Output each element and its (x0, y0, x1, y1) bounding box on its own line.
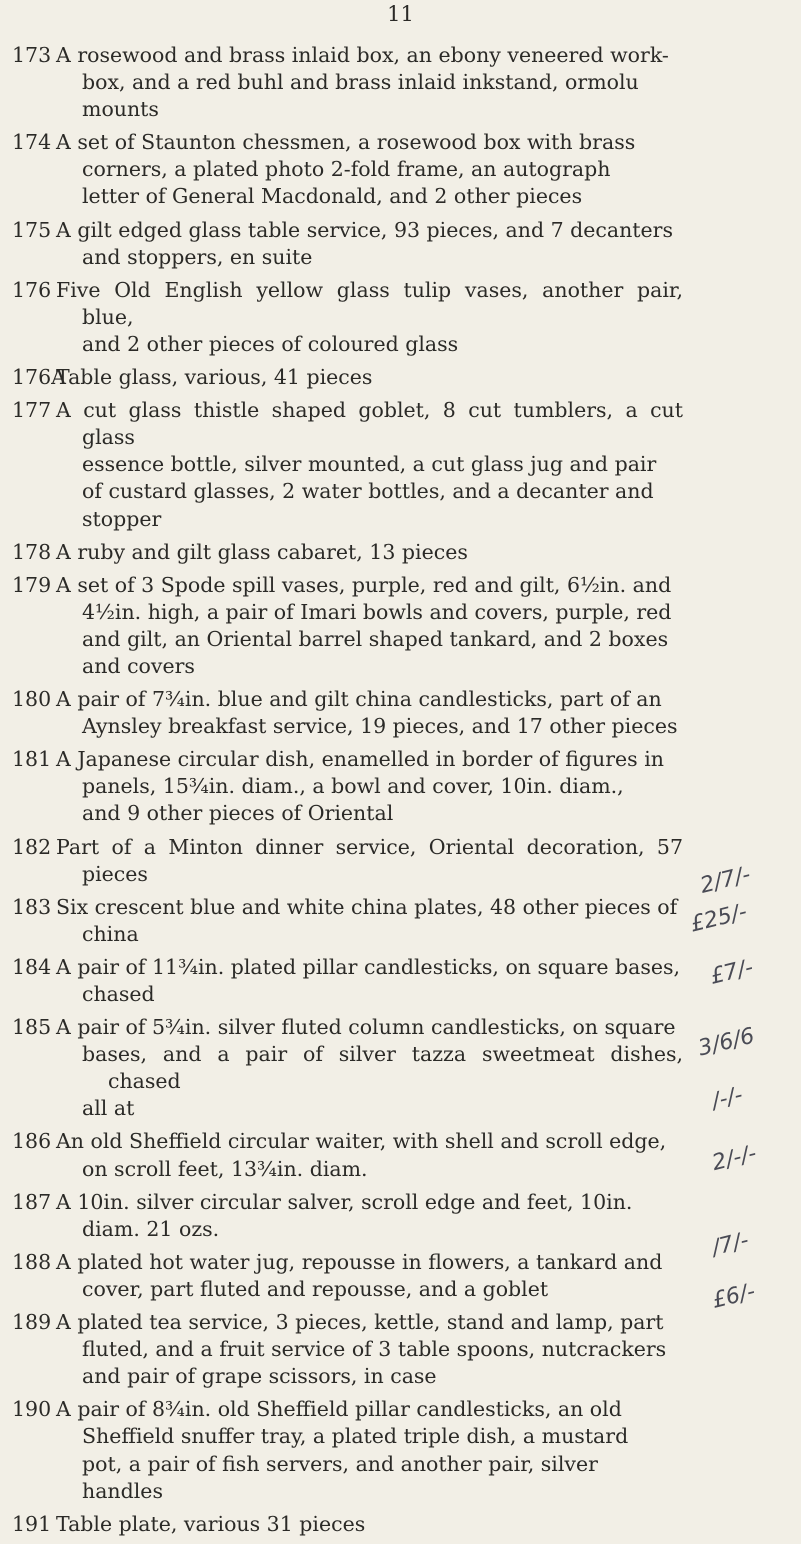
lot-entry (0, 894, 801, 948)
lot-description-line: of custard glasses, 2 water bottles, and a decanter and (82, 479, 654, 504)
lot-number: 182 (12, 834, 52, 859)
lot-entry (0, 686, 801, 740)
lot-description-line: panels, 15¾in. diam., a bowl and cover, 10in. diam., (82, 774, 624, 799)
lot-description-line: A ruby and gilt glass cabaret, 13 pieces (56, 539, 468, 564)
lot-description-line: Table plate, various 31 pieces (56, 1511, 366, 1536)
lot-description-line: Table glass, various, 41 pieces (56, 365, 373, 390)
lot-description (56, 686, 683, 740)
lot-number: 184 (12, 954, 52, 979)
lot-entry (0, 954, 801, 1008)
lot-description-line: A set of 3 Spode spill vases, purple, red and gilt, 6½in. and (56, 572, 672, 597)
lot-entry (0, 1014, 801, 1122)
lot-description-line: cover, part fluted and repousse, and a goblet (82, 1276, 549, 1301)
lot-description-line: Sheffield snuffer tray, a plated triple dish, a mustard (82, 1424, 629, 1449)
lot-description-line: diam. 21 ozs. (82, 1216, 220, 1241)
lot-number: 190 (12, 1397, 52, 1422)
lot-description-line: china (82, 921, 139, 946)
lot-number: 176 (12, 277, 52, 302)
lot-description-line: A cut glass thistle shaped goblet, 8 cut tumblers, a cut glass (56, 398, 683, 450)
lot-description-line: A pair of 7¾in. blue and gilt china candlesticks, part of an (56, 687, 662, 712)
lot-entry (0, 1511, 801, 1538)
lot-number: 179 (12, 572, 52, 597)
lot-entry (0, 364, 801, 391)
handwritten-note: 3/6/6 (695, 1023, 758, 1062)
lot-description (56, 954, 683, 1008)
lot-description-line: A gilt edged glass table service, 93 pieces, and 7 decanters (56, 217, 673, 242)
lot-number: 185 (12, 1015, 52, 1040)
lot-description (56, 572, 683, 680)
lot-number: 181 (12, 747, 52, 772)
lot-description (56, 1014, 683, 1122)
lot-entry (0, 539, 801, 566)
lot-description-line: A 10in. silver circular salver, scroll edge and feet, 10in. (56, 1189, 633, 1214)
handwritten-note: 2/7/- (697, 862, 754, 899)
lot-number: 177 (12, 398, 52, 423)
lot-number: 178 (12, 539, 52, 564)
lot-description-line: pot, a pair of fish servers, and another pair, silver (82, 1451, 598, 1476)
lot-description (56, 894, 683, 948)
lot-entry (0, 1309, 801, 1390)
lot-description (56, 217, 683, 271)
handwritten-note: /7/- (709, 1227, 752, 1262)
lot-entry (0, 1396, 801, 1504)
lot-description-line: letter of General Macdonald, and 2 other pieces (82, 184, 583, 209)
lot-description-line: on scroll feet, 13¾in. diam. (82, 1156, 368, 1181)
lot-description-line: and 9 other pieces of Oriental (82, 801, 394, 826)
lot-number: 187 (12, 1189, 52, 1214)
lot-description-line: Five Old English yellow glass tulip vases, another pair, blue, (56, 277, 683, 329)
lot-description (56, 539, 683, 566)
lot-description (56, 1511, 683, 1538)
lot-description-line: A pair of 8¾in. old Sheffield pillar candlesticks, an old (56, 1397, 622, 1422)
lot-description-line: A set of Staunton chessmen, a rosewood box with brass (56, 130, 636, 155)
lot-description-line: and gilt, an Oriental barrel shaped tankard, and 2 boxes (82, 626, 669, 651)
lot-description (56, 1128, 683, 1182)
lot-entry (0, 1249, 801, 1303)
lot-description-line: Six crescent blue and white china plates, 48 other pieces of (56, 894, 678, 919)
handwritten-note: 2/-/- (709, 1140, 760, 1177)
handwritten-note: £6/- (709, 1279, 758, 1314)
lot-number: 176A (12, 365, 66, 390)
lot-description (56, 277, 683, 358)
lot-entry (0, 746, 801, 827)
lot-entry (0, 217, 801, 271)
handwritten-note: £25/- (687, 899, 750, 938)
lot-entry (0, 834, 801, 888)
lot-description-line: and pair of grape scissors, in case (82, 1364, 437, 1389)
lot-description-line: A plated tea service, 3 pieces, kettle, stand and lamp, part (56, 1310, 664, 1335)
handwritten-note: £7/- (707, 955, 756, 990)
lot-description-line: Aynsley breakfast service, 19 pieces, and 17 other pieces (82, 714, 678, 739)
lot-description (56, 129, 683, 210)
lot-description-line: box, and a red buhl and brass inlaid inkstand, ormolu (82, 70, 639, 95)
lot-description (56, 42, 683, 123)
lot-description-line: A Japanese circular dish, enamelled in border of figures in (56, 747, 664, 772)
lot-description-line: A rosewood and brass inlaid box, an ebony veneered work- (56, 43, 669, 67)
lot-entry (0, 277, 801, 358)
lot-number: 175 (12, 217, 52, 242)
lot-description (56, 1309, 683, 1390)
lot-number: 174 (12, 130, 52, 155)
lot-description (56, 1189, 683, 1243)
lot-description-line: and stoppers, en suite (82, 244, 313, 269)
lot-number: 183 (12, 894, 52, 919)
lot-number: 186 (12, 1129, 52, 1154)
lot-number: 188 (12, 1249, 52, 1274)
handwritten-note: /-/- (709, 1082, 746, 1115)
lot-description-line: handles (82, 1478, 163, 1503)
lot-description-line: and covers (82, 653, 195, 678)
lot-number: 191 (12, 1511, 52, 1536)
lot-entry (0, 42, 801, 123)
lot-description-line: fluted, and a fruit service of 3 table spoons, nutcrackers (82, 1337, 667, 1362)
lot-description-line: An old Sheffield circular waiter, with shell and scroll edge, (56, 1129, 667, 1154)
lot-description (56, 834, 683, 888)
lot-description-line: chased (82, 982, 155, 1006)
lot-description (56, 1249, 683, 1303)
lot-entry (0, 397, 801, 532)
lot-entry (0, 1189, 801, 1243)
lot-number: 173 (12, 43, 52, 67)
lot-list (0, 42, 801, 1544)
lot-description-line: A plated hot water jug, repousse in flowers, a tankard and (56, 1249, 663, 1274)
lot-description-line: and 2 other pieces of coloured glass (82, 331, 459, 356)
lot-description-line: A pair of 5¾in. silver fluted column candlesticks, on square (56, 1015, 676, 1040)
lot-description-line: bases, and a pair of silver tazza sweetmeat dishes, chased (82, 1042, 683, 1094)
lot-description (56, 1396, 683, 1504)
lot-description-line: corners, a plated photo 2-fold frame, an autograph (82, 157, 611, 182)
lot-entry (0, 572, 801, 680)
lot-description-line: Part of a Minton dinner service, Oriental decoration, 57 pieces (56, 834, 683, 886)
lot-number: 180 (12, 687, 52, 712)
lot-description-line: mounts (82, 97, 159, 122)
lot-entry (0, 1128, 801, 1182)
page-number: 11 (387, 2, 414, 26)
lot-description-line: essence bottle, silver mounted, a cut glass jug and pair (82, 452, 657, 477)
lot-description-line: stopper (82, 506, 162, 531)
lot-description-line: A pair of 11¾in. plated pillar candlesticks, on square bases, (56, 954, 681, 979)
lot-description (56, 746, 683, 827)
lot-description-line: 4½in. high, a pair of Imari bowls and covers, purple, red (82, 599, 672, 624)
lot-entry (0, 129, 801, 210)
lot-description-line: all at (82, 1096, 135, 1121)
lot-number: 189 (12, 1310, 52, 1335)
lot-description (56, 397, 683, 532)
lot-description (56, 364, 683, 391)
